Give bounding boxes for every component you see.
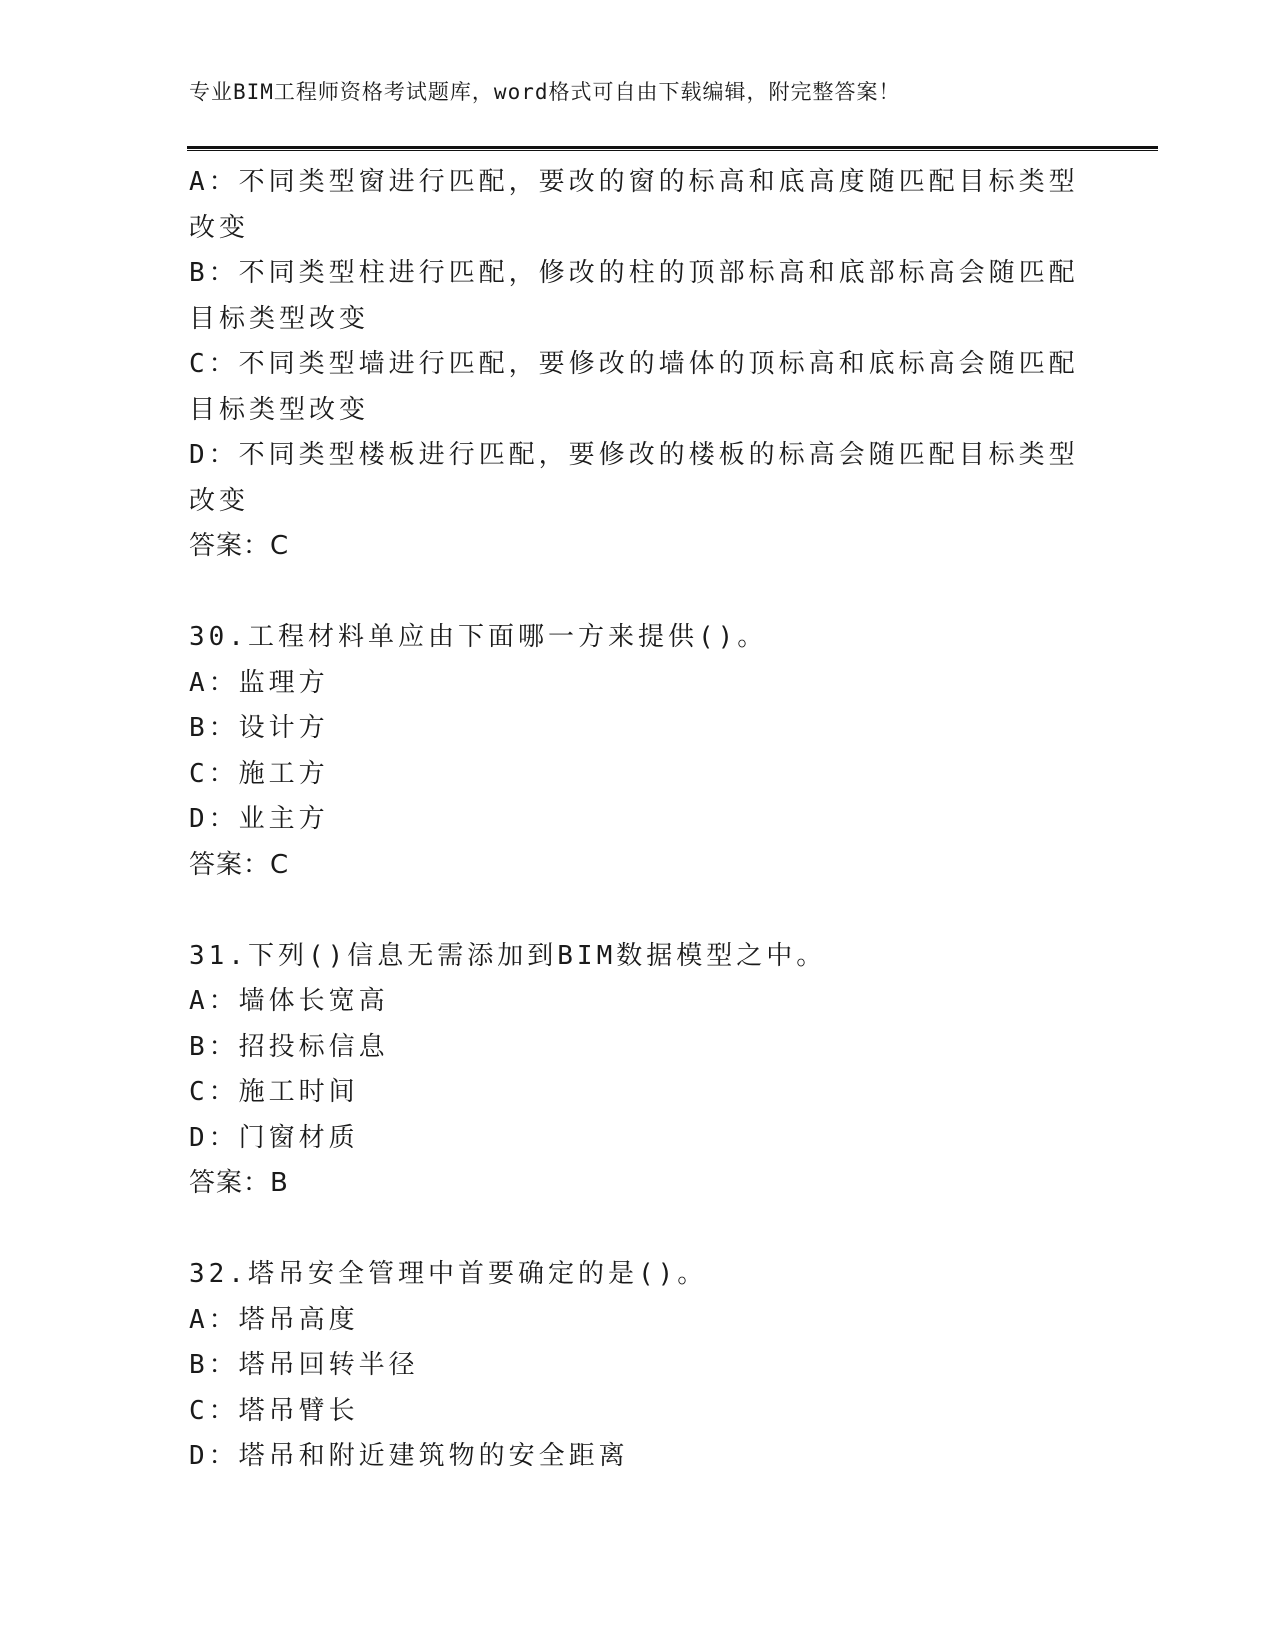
question-text: 30.工程材料单应由下面哪一方来提供()。 (189, 622, 768, 652)
option-b: B：招投标信息 (189, 1031, 389, 1062)
option-c: C：施工方 (189, 758, 329, 789)
option-a: A：塔吊高度 (189, 1304, 359, 1335)
option-d: D：业主方 (189, 804, 329, 834)
question-block (189, 615, 1089, 888)
question-text: 32.塔吊安全管理中首要确定的是()。 (189, 1259, 708, 1289)
option-c: C：不同类型墙进行匹配，要修改的墙体的顶标高和底标高会随匹配目标类型改变 (189, 349, 1079, 425)
option-c: C：塔吊臂长 (189, 1395, 359, 1426)
exam-content (189, 160, 1089, 1480)
option-d: D：塔吊和附近建筑物的安全距离 (189, 1441, 629, 1471)
question-block (189, 160, 1089, 570)
option-b: B：塔吊回转半径 (189, 1350, 419, 1380)
question-block (189, 1252, 1089, 1480)
answer: 答案：C (189, 531, 290, 561)
option-b: B：不同类型柱进行匹配，修改的柱的顶部标高和底部标高会随匹配目标类型改变 (189, 258, 1079, 334)
option-d: D：不同类型楼板进行匹配，要修改的楼板的标高会随匹配目标类型改变 (189, 440, 1079, 516)
header-divider (187, 146, 1158, 151)
answer: 答案：B (189, 1168, 289, 1198)
page-header: 专业BIM工程师资格考试题库，word格式可自由下载编辑，附完整答案！ (189, 80, 901, 104)
spacer (189, 1207, 1089, 1253)
question-block (189, 934, 1089, 1207)
spacer (189, 570, 1089, 616)
option-c: C：施工时间 (189, 1077, 359, 1107)
option-a: A：墙体长宽高 (189, 986, 389, 1016)
answer: 答案：C (189, 849, 290, 880)
question-text: 31.下列()信息无需添加到BIM数据模型之中。 (189, 940, 827, 971)
option-a: A：不同类型窗进行匹配，要改的窗的标高和底高度随匹配目标类型改变 (189, 167, 1079, 243)
option-a: A：监理方 (189, 667, 329, 698)
spacer (189, 888, 1089, 934)
option-d: D：门窗材质 (189, 1122, 359, 1153)
option-b: B：设计方 (189, 713, 329, 743)
